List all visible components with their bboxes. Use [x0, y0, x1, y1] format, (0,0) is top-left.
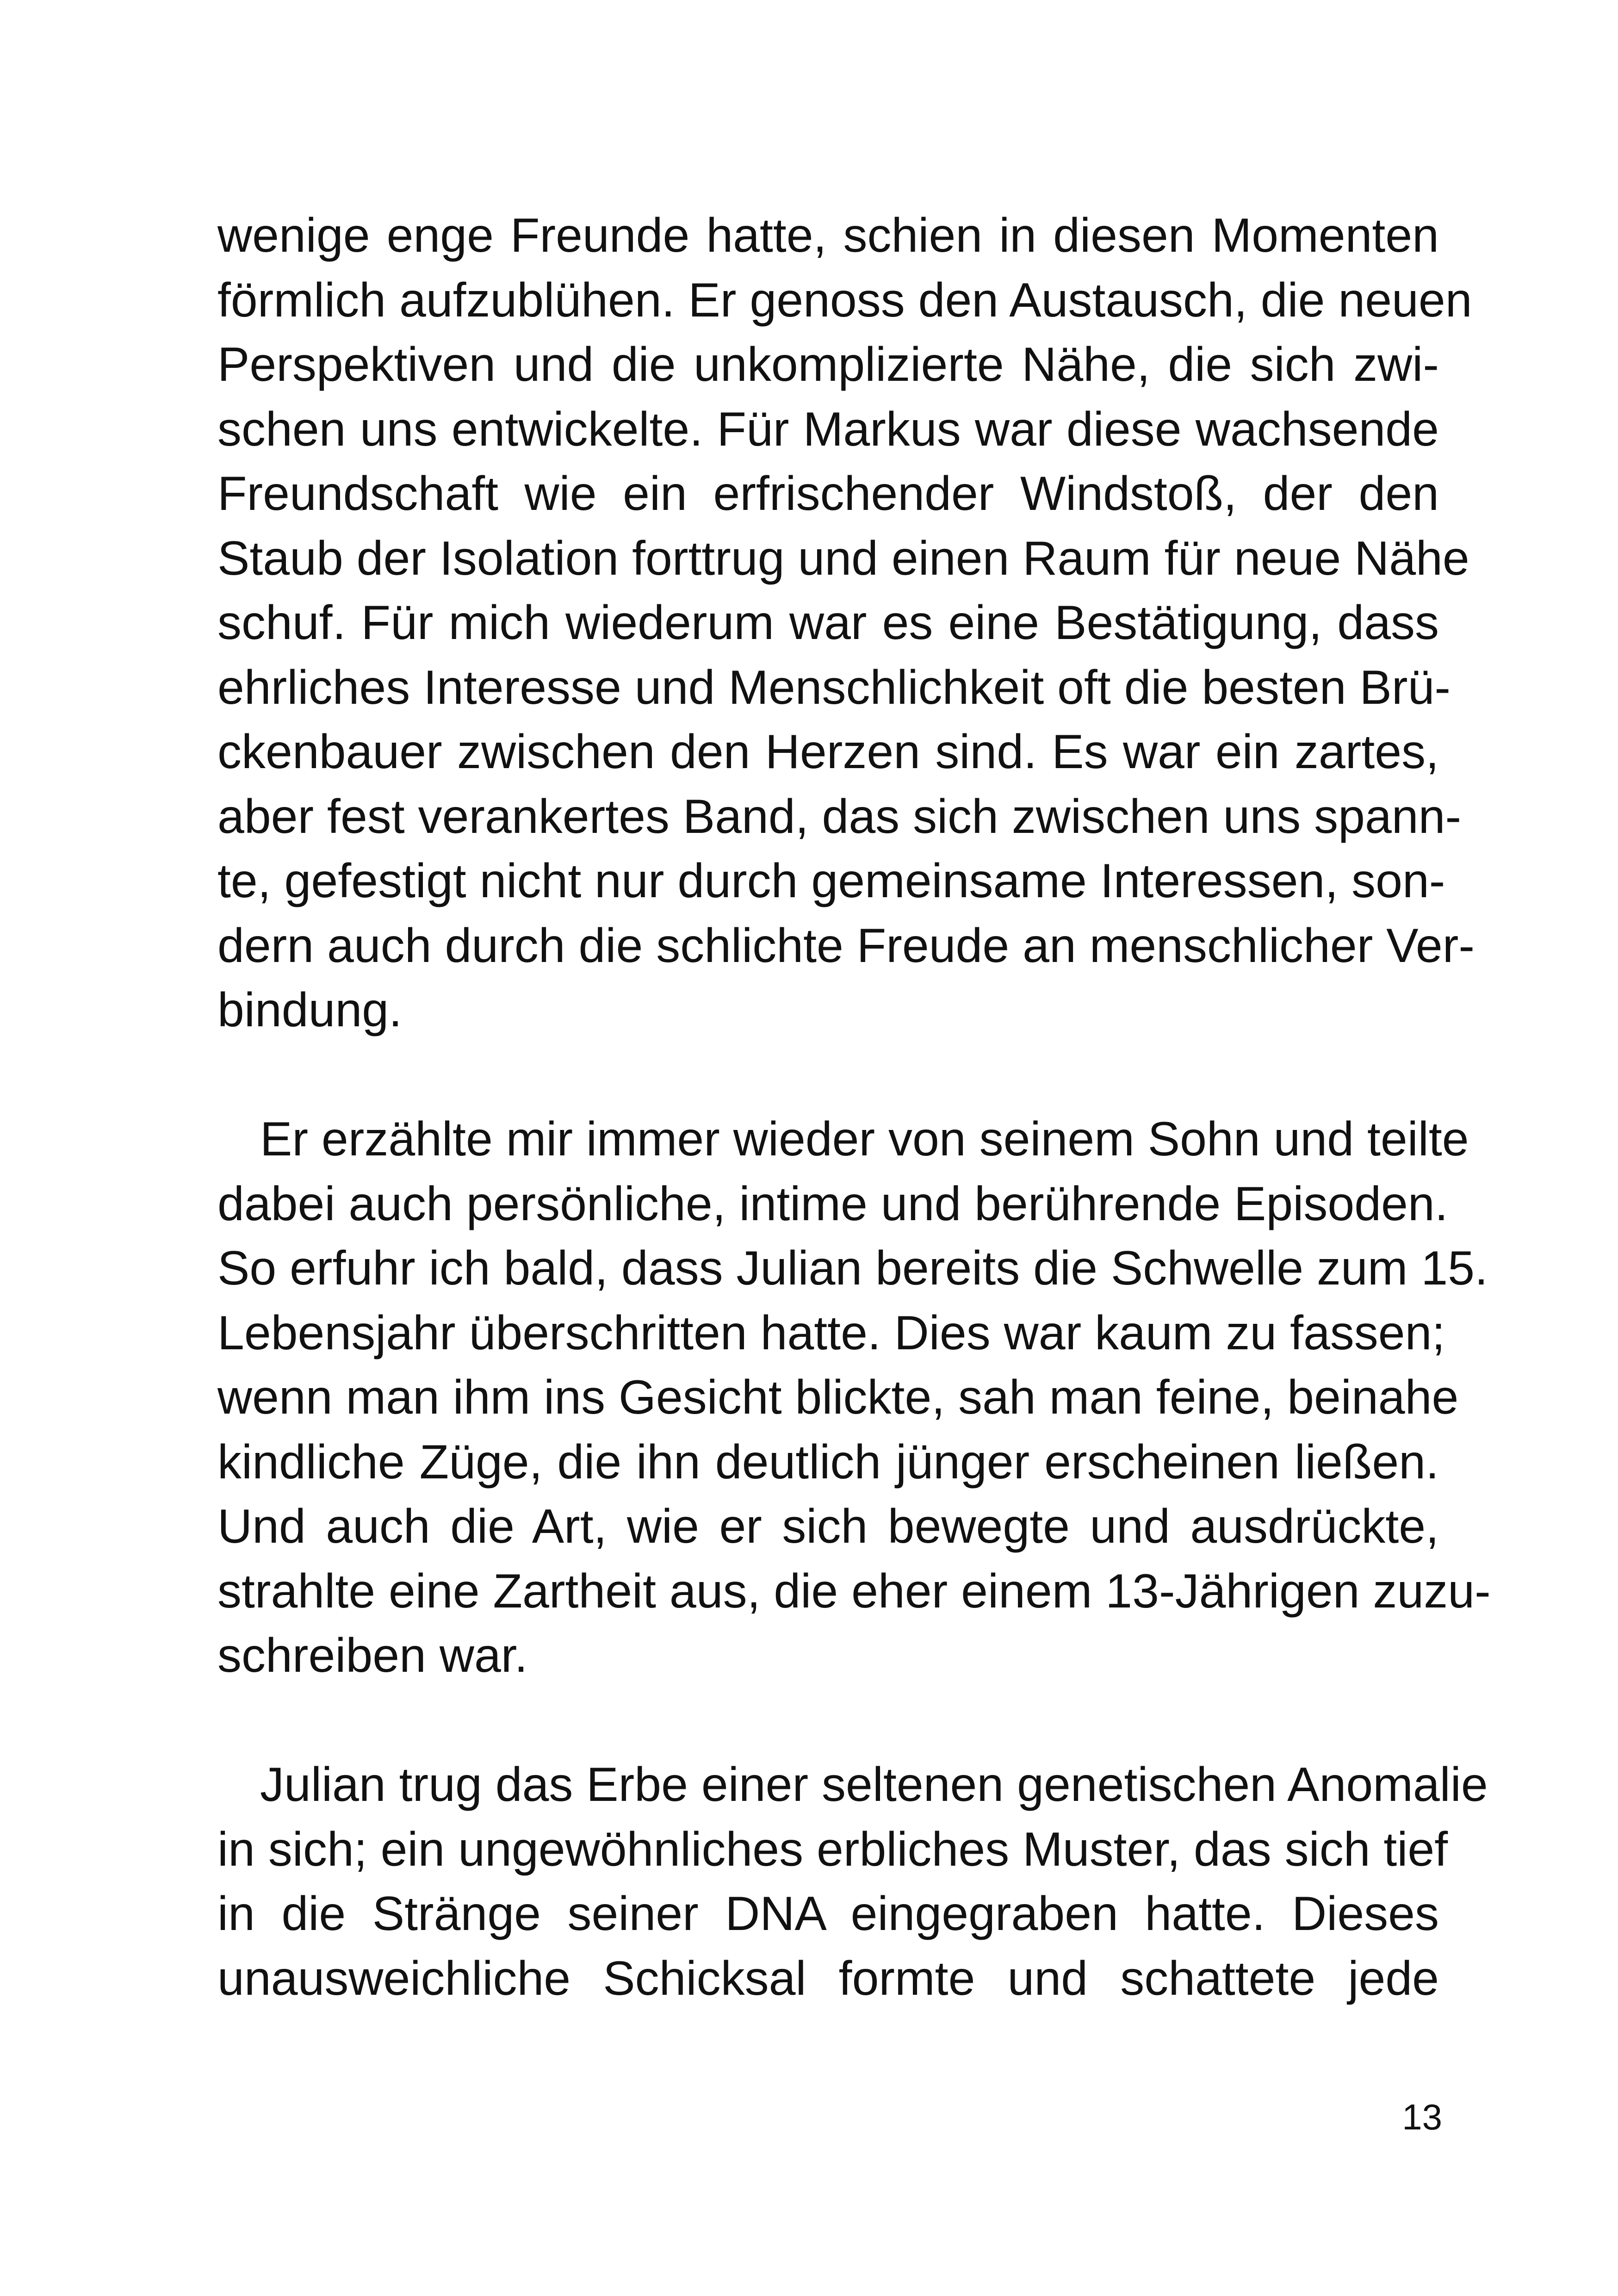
text-line: schen uns entwickelte. Für Markus war diese wachsende	[217, 402, 1439, 456]
text-line: schuf. Für mich wiederum war es eine Bestätigung, dass	[217, 596, 1439, 650]
text-line: Staub der Isolation forttrug und einen Raum für neue Nähe	[217, 531, 1469, 585]
page-number: 13	[1402, 2097, 1442, 2137]
text-line: förmlich aufzublühen. Er genoss den Austausch, die neuen	[217, 273, 1472, 327]
paragraph-1	[217, 204, 1475, 1043]
text-line: Und auch die Art, wie er sich bewegte und ausdrückte,	[217, 1500, 1439, 1553]
paragraph-2	[217, 1107, 1491, 1688]
text-line: kindliche Züge, die ihn deutlich jünger erscheinen ließen.	[217, 1435, 1439, 1489]
text-line: Perspektiven und die unkomplizierte Nähe, die sich zwi-	[217, 338, 1439, 391]
text-line: Er erzählte mir immer wieder von seinem Sohn und teilte	[260, 1112, 1469, 1166]
text-line: unausweichliche Schicksal formte und schattete jede	[217, 1951, 1439, 2005]
paragraph-3	[217, 1753, 1488, 2011]
body-text	[217, 204, 1491, 2011]
text-line: in die Stränge seiner DNA eingegraben hatte. Dieses	[217, 1887, 1439, 1941]
text-line: strahlte eine Zartheit aus, die eher einem 13-Jährigen zuzu-	[217, 1564, 1491, 1618]
text-line: ckenbauer zwischen den Herzen sind. Es war ein zartes,	[217, 725, 1439, 779]
text-line: bindung.	[217, 983, 403, 1037]
text-line: te, gefestigt nicht nur durch gemeinsame Interessen, son-	[217, 854, 1445, 908]
text-line: Julian trug das Erbe einer seltenen genetischen Anomalie	[260, 1758, 1488, 1812]
paragraph-gap	[217, 1043, 1439, 1108]
text-line: aber fest verankertes Band, das sich zwischen uns spann-	[217, 789, 1462, 844]
text-line: dabei auch persönliche, intime und berührende Episoden.	[217, 1177, 1448, 1231]
text-line: Lebensjahr überschritten hatte. Dies war kaum zu fassen;	[217, 1306, 1445, 1360]
text-line: in sich; ein ungewöhnliches erbliches Muster, das sich tief	[217, 1822, 1448, 1876]
text-line: Freundschaft wie ein erfrischender Windstoß, der den	[217, 467, 1439, 521]
text-line: So erfuhr ich bald, dass Julian bereits die Schwelle zum 15.	[217, 1241, 1488, 1295]
text-line: ehrliches Interesse und Menschlichkeit oft die besten Brü-	[217, 660, 1451, 714]
paragraph-gap	[217, 1688, 1439, 1753]
text-line: wenn man ihm ins Gesicht blickte, sah man feine, beinahe	[217, 1371, 1459, 1424]
text-line: dern auch durch die schlichte Freude an menschlicher Ver-	[217, 918, 1475, 973]
text-line: schreiben war.	[217, 1629, 528, 1682]
text-line: wenige enge Freunde hatte, schien in diesen Momenten	[217, 209, 1439, 262]
